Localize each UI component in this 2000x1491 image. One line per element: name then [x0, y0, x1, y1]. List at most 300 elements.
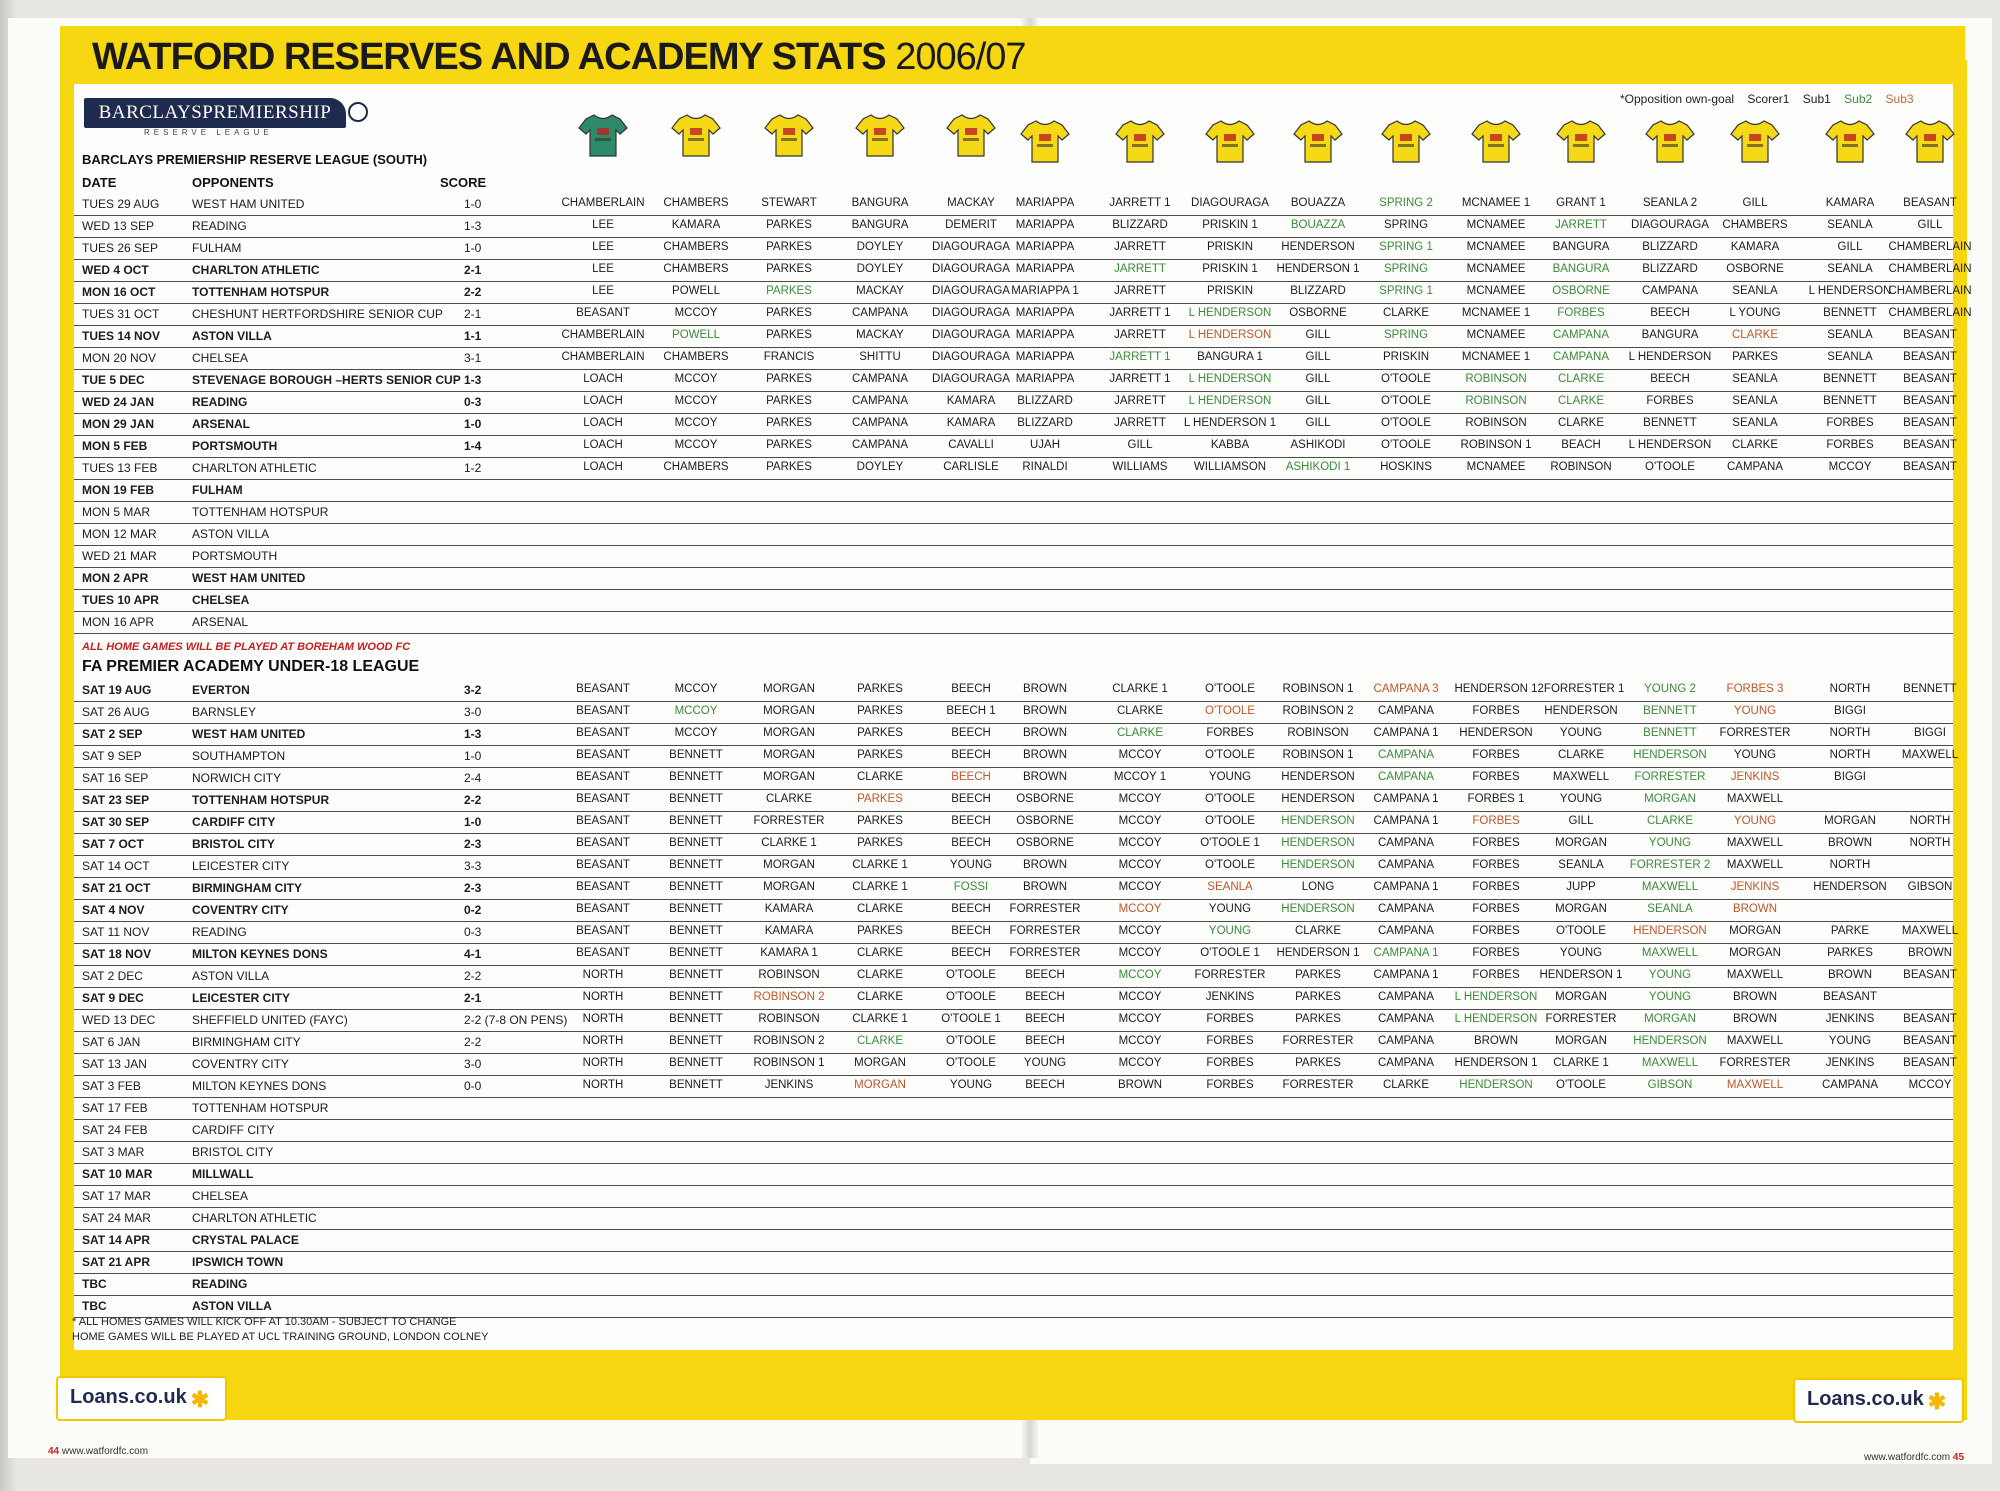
- player-name: BENNETT: [669, 749, 723, 761]
- player-name: CLARKE: [1731, 329, 1779, 341]
- player-name: CHAMBERS: [663, 197, 729, 209]
- player-name: SEANLA: [1732, 395, 1778, 407]
- player-name: CLARKE 1: [852, 859, 908, 871]
- match-opponent: BIRMINGHAM CITY: [192, 881, 302, 895]
- player-name: FORBES: [1472, 815, 1520, 827]
- match-date: SAT 10 MAR: [82, 1167, 153, 1181]
- player-name: MCCOY: [1118, 793, 1162, 805]
- player-name: CHAMBERS: [663, 241, 729, 253]
- player-name: SPRING 1: [1379, 241, 1433, 253]
- match-score: 2-2: [464, 285, 482, 299]
- table-row: [74, 812, 1953, 834]
- match-score: 0-0: [464, 1079, 482, 1093]
- player-name: BROWN: [1022, 705, 1068, 717]
- player-name: CAMPANA: [1377, 771, 1435, 783]
- footer-url-right: www.watfordfc.com: [1864, 1452, 1951, 1463]
- player-name: MCCOY: [1118, 1035, 1162, 1047]
- player-name: ROBINSON 2: [1282, 705, 1354, 717]
- player-name: BENNETT: [669, 837, 723, 849]
- player-name: ROBINSON: [1465, 395, 1527, 407]
- shirt-icon: [946, 112, 996, 158]
- player-name: MCCOY: [1118, 815, 1162, 827]
- player-name: GILL: [1568, 815, 1594, 827]
- match-opponent: BIRMINGHAM CITY: [192, 1035, 301, 1049]
- match-date: SAT 2 SEP: [82, 727, 143, 741]
- player-name: BENNETT: [669, 947, 723, 959]
- legend-scorer: Scorer1: [1747, 92, 1790, 106]
- lion-icon: [348, 102, 368, 122]
- player-name: MORGAN: [1824, 815, 1876, 827]
- match-date: MON 12 MAR: [82, 527, 157, 541]
- player-name: YOUNG: [1023, 1057, 1067, 1069]
- player-name: KAMARA: [1825, 197, 1875, 209]
- match-opponent: ASTON VILLA: [192, 969, 270, 983]
- player-name: FORBES 1: [1467, 793, 1525, 805]
- player-name: DOYLEY: [856, 461, 904, 473]
- player-name: NORTH: [582, 1057, 624, 1069]
- footer-left: [48, 1446, 148, 1457]
- player-name: KAMARA: [671, 219, 721, 231]
- player-name: CAMPANA: [1377, 1057, 1435, 1069]
- player-name: BENNETT: [669, 859, 723, 871]
- player-name: FORBES: [1206, 1013, 1254, 1025]
- player-name: O'TOOLE: [946, 969, 996, 981]
- player-name: POWELL: [672, 285, 720, 297]
- match-date: MON 5 FEB: [82, 439, 148, 453]
- match-date: SAT 9 SEP: [82, 749, 142, 763]
- player-name: BEASANT: [1903, 417, 1957, 429]
- player-name: BENNETT: [669, 969, 723, 981]
- shirt-icon: [1115, 118, 1165, 164]
- player-name: MORGAN: [854, 1057, 906, 1069]
- player-name: LEE: [592, 285, 614, 297]
- player-name: PARKES: [857, 705, 903, 717]
- legend-sub1: Sub1: [1802, 92, 1831, 106]
- player-name: FORBES: [1472, 837, 1520, 849]
- player-name: O'TOOLE: [1645, 461, 1695, 473]
- player-name: JARRETT: [1114, 241, 1166, 253]
- player-name: BEASANT: [1903, 1035, 1957, 1047]
- player-name: HENDERSON: [1281, 859, 1355, 871]
- player-name: SHITTU: [859, 351, 901, 363]
- player-name: MORGAN: [1555, 903, 1607, 915]
- player-name: CAVALLI: [948, 439, 994, 451]
- shirt-icon: [1645, 118, 1695, 164]
- player-name: MCCOY: [1118, 881, 1162, 893]
- player-name: MAXWELL: [1901, 749, 1959, 761]
- match-score: 2-1: [464, 307, 482, 321]
- player-name: MARIAPPA: [1015, 373, 1075, 385]
- player-name: PARKES: [1295, 1013, 1341, 1025]
- player-name: MCNAMEE: [1466, 241, 1526, 253]
- player-name: FORRESTER: [1194, 969, 1266, 981]
- player-name: FORBES 3: [1726, 683, 1784, 695]
- player-name: SPRING 1: [1379, 285, 1433, 297]
- title-season: 2006/07: [895, 36, 1026, 78]
- table-row: [74, 590, 1953, 612]
- player-name: YOUNG: [1648, 969, 1692, 981]
- player-name: FORBES: [1206, 1035, 1254, 1047]
- player-name: CLARKE: [1294, 925, 1342, 937]
- player-name: BLIZZARD: [1290, 285, 1346, 297]
- player-name: ROBINSON: [1287, 727, 1349, 739]
- player-name: DIAGOURAGA: [932, 263, 1010, 275]
- player-name: O'TOOLE: [946, 991, 996, 1003]
- table-row: [74, 568, 1953, 590]
- player-name: BENNETT: [1643, 417, 1697, 429]
- player-name: MORGAN: [1729, 947, 1781, 959]
- player-name: GRANT 1: [1556, 197, 1606, 209]
- match-score: 3-1: [464, 351, 482, 365]
- match-opponent: SHEFFIELD UNITED (FAYC): [192, 1013, 348, 1027]
- player-name: CAMPANA: [1821, 1079, 1879, 1091]
- player-name: POWELL: [672, 329, 720, 341]
- player-name: YOUNG: [1733, 815, 1777, 827]
- match-score: 1-3: [464, 219, 482, 233]
- player-name: FORBES: [1472, 903, 1520, 915]
- player-name: MCCOY: [1118, 969, 1162, 981]
- player-name: YOUNG: [949, 859, 993, 871]
- player-name: MACKAY: [856, 285, 904, 297]
- player-name: BEASANT: [1903, 197, 1957, 209]
- player-name: NORTH: [1829, 683, 1871, 695]
- match-date: TUES 13 FEB: [82, 461, 158, 475]
- player-name: BENNETT: [669, 991, 723, 1003]
- player-name: MORGAN: [763, 727, 815, 739]
- player-name: CAMPANA: [1377, 925, 1435, 937]
- table-row: [74, 1098, 1953, 1120]
- player-name: L HENDERSON: [1628, 351, 1712, 363]
- player-name: CHAMBERS: [663, 351, 729, 363]
- player-name: BANGURA: [1641, 329, 1699, 341]
- match-date: SAT 14 APR: [82, 1233, 151, 1247]
- player-name: FORBES: [1472, 969, 1520, 981]
- player-name: CLARKE: [856, 991, 904, 1003]
- table-row: [74, 746, 1959, 768]
- player-name: YOUNG: [1648, 837, 1692, 849]
- player-name: BANGURA: [851, 219, 909, 231]
- sponsor-logo-right: [1793, 1378, 1964, 1423]
- match-opponent: READING: [192, 1277, 248, 1291]
- match-score: 2-4: [464, 771, 482, 785]
- player-name: CHAMBERLAIN: [561, 197, 645, 209]
- player-name: O'TOOLE: [1381, 417, 1431, 429]
- player-name: LOACH: [583, 439, 623, 451]
- player-name: JARRETT: [1114, 417, 1166, 429]
- player-name: NORTH: [582, 969, 624, 981]
- table-row: [74, 546, 1953, 568]
- player-name: ROBINSON 2: [753, 1035, 825, 1047]
- match-score: 1-0: [464, 197, 482, 211]
- match-date: SAT 9 DEC: [82, 991, 144, 1005]
- player-name: MAXWELL: [1641, 947, 1699, 959]
- player-name: BANGURA 1: [1197, 351, 1263, 363]
- player-name: BANGURA: [851, 197, 909, 209]
- player-name: LOACH: [583, 395, 623, 407]
- player-name: LOACH: [583, 461, 623, 473]
- player-name: BROWN: [1022, 859, 1068, 871]
- match-opponent: ASTON VILLA: [192, 1299, 272, 1313]
- player-name: MORGAN: [1644, 1013, 1696, 1025]
- player-name: DIAGOURAGA: [1631, 219, 1709, 231]
- match-date: SAT 14 OCT: [82, 859, 150, 873]
- player-name: OSBORNE: [1016, 815, 1074, 827]
- player-name: YOUNG: [1208, 925, 1252, 937]
- player-name: LOACH: [583, 417, 623, 429]
- player-name: O'TOOLE: [1381, 439, 1431, 451]
- player-name: ROBINSON: [1465, 417, 1527, 429]
- reserve-venue-note: ALL HOME GAMES WILL BE PLAYED AT BOREHAM WOOD FC: [82, 641, 411, 653]
- player-name: CLARKE: [1382, 307, 1430, 319]
- table-row: [74, 1186, 1953, 1208]
- match-date: WED 13 SEP: [82, 219, 155, 233]
- shirt-icon: [1556, 118, 1606, 164]
- match-opponent: TOTTENHAM HOTSPUR: [192, 285, 330, 299]
- player-name: LOACH: [583, 373, 623, 385]
- player-name: BANGURA: [1552, 241, 1610, 253]
- player-name: PARKES: [766, 263, 812, 275]
- player-name: BEECH: [951, 727, 991, 739]
- table-row: [74, 1142, 1953, 1164]
- table-row: [74, 900, 1953, 922]
- player-name: GILL: [1837, 241, 1863, 253]
- player-name: BEASANT: [1903, 395, 1957, 407]
- player-name: L HENDERSON: [1628, 439, 1712, 451]
- player-name: FORRESTER: [1719, 1057, 1791, 1069]
- match-opponent: BRISTOL CITY: [192, 1145, 274, 1159]
- player-name: BEASANT: [1903, 1013, 1957, 1025]
- player-name: BENNETT: [669, 1057, 723, 1069]
- match-score: 3-2: [464, 683, 482, 697]
- player-name: HOSKINS: [1380, 461, 1432, 473]
- player-name: BEASANT: [1903, 969, 1957, 981]
- match-opponent: WEST HAM UNITED: [192, 197, 305, 211]
- player-name: MORGAN: [763, 881, 815, 893]
- player-name: MCCOY: [1118, 947, 1162, 959]
- match-opponent: READING: [192, 925, 247, 939]
- player-name: GILL: [1742, 197, 1768, 209]
- match-opponent: EVERTON: [192, 683, 250, 697]
- player-name: BEASANT: [576, 705, 630, 717]
- player-name: BANGURA: [1552, 263, 1610, 275]
- player-name: PRISKIN: [1206, 241, 1254, 253]
- player-name: PARKES: [1295, 991, 1341, 1003]
- match-opponent: TOTTENHAM HOTSPUR: [192, 1101, 329, 1115]
- shirt-icon: [1825, 118, 1875, 164]
- match-date: TUES 10 APR: [82, 593, 159, 607]
- player-name: MACKAY: [947, 197, 995, 209]
- player-name: O'TOOLE 1: [1200, 837, 1260, 849]
- player-name: MCNAMEE 1: [1461, 197, 1531, 209]
- player-name: BENNETT: [1643, 727, 1697, 739]
- match-opponent: BRISTOL CITY: [192, 837, 275, 851]
- player-name: BROWN: [1473, 1035, 1519, 1047]
- player-name: MARIAPPA: [1015, 219, 1075, 231]
- player-name: YOUNG: [1559, 793, 1603, 805]
- logo-subtitle: RESERVE LEAGUE: [144, 128, 273, 137]
- player-name: MCCOY: [1118, 903, 1162, 915]
- sponsor-name: Loans.co.uk: [1807, 1388, 1924, 1410]
- match-score: 0-3: [464, 925, 482, 939]
- player-name: PARKES: [766, 329, 812, 341]
- player-name: ROBINSON 1: [1282, 683, 1354, 695]
- player-name: CAMPANA: [1377, 1013, 1435, 1025]
- player-name: PARKES: [857, 727, 903, 739]
- player-name: KAMARA: [764, 925, 814, 937]
- match-score: 1-4: [464, 439, 482, 453]
- match-opponent: MILTON KEYNES DONS: [192, 947, 328, 961]
- player-name: HENDERSON 1: [1454, 683, 1538, 695]
- player-name: MCCOY: [1118, 859, 1162, 871]
- player-name: CAMPANA: [851, 395, 909, 407]
- player-name: O'TOOLE: [1205, 705, 1255, 717]
- match-date: MON 19 FEB: [82, 483, 155, 497]
- player-name: CLARKE: [1646, 815, 1694, 827]
- table-row: [74, 768, 1953, 790]
- player-name: CHAMBERLAIN: [561, 351, 645, 363]
- player-name: BEECH: [1650, 307, 1690, 319]
- player-name: HENDERSON: [1281, 793, 1355, 805]
- player-name: FRANCIS: [763, 351, 815, 363]
- player-name: CLARKE: [1557, 373, 1605, 385]
- player-name: PRISKIN: [1206, 285, 1254, 297]
- player-name: CLARKE: [856, 1035, 904, 1047]
- table-row: [74, 458, 1957, 480]
- player-name: FORRESTER: [1545, 1013, 1617, 1025]
- player-name: ROBINSON: [758, 1013, 820, 1025]
- venue-note: HOME GAMES WILL BE PLAYED AT UCL TRAINING GROUND, LONDON COLNEY: [72, 1331, 489, 1343]
- player-name: HENDERSON: [1281, 815, 1355, 827]
- player-name: CAMPANA: [1377, 903, 1435, 915]
- shirt-icon: [1293, 118, 1343, 164]
- player-name: L HENDERSON: [1454, 991, 1538, 1003]
- player-name: PRISKIN: [1382, 351, 1430, 363]
- match-date: SAT 6 JAN: [82, 1035, 141, 1049]
- player-name: MCNAMEE 1: [1461, 351, 1531, 363]
- player-name: O'TOOLE: [1556, 1079, 1606, 1091]
- player-name: BROWN: [1022, 881, 1068, 893]
- table-row: [74, 1274, 1953, 1296]
- shirt-icon: [764, 112, 814, 158]
- player-name: MORGAN: [763, 771, 815, 783]
- player-name: BEECH: [951, 815, 991, 827]
- player-name: BENNETT: [1903, 683, 1957, 695]
- table-row: [74, 370, 1957, 392]
- player-name: BLIZZARD: [1017, 417, 1073, 429]
- player-name: O'TOOLE: [946, 1035, 996, 1047]
- player-name: GILL: [1305, 351, 1331, 363]
- match-date: MON 5 MAR: [82, 505, 151, 519]
- player-name: BROWN: [1732, 903, 1778, 915]
- match-date: SAT 19 AUG: [82, 683, 152, 697]
- table-row: [74, 878, 1953, 900]
- match-date: SAT 21 APR: [82, 1255, 151, 1269]
- player-name: JARRETT 1: [1109, 373, 1171, 385]
- match-opponent: READING: [192, 395, 248, 409]
- player-name: DIAGOURAGA: [932, 373, 1010, 385]
- player-name: SPRING: [1383, 219, 1429, 231]
- player-name: BENNETT: [1823, 307, 1877, 319]
- player-name: BENNETT: [669, 903, 723, 915]
- player-name: FORRESTER 2: [1629, 859, 1711, 871]
- sponsor-logo-left: [56, 1376, 227, 1421]
- player-name: CHAMBERLAIN: [1888, 285, 1972, 297]
- player-name: SEANLA 2: [1642, 197, 1698, 209]
- player-name: MARIAPPA: [1015, 241, 1075, 253]
- player-name: CLARKE: [856, 771, 904, 783]
- player-name: MCCOY: [674, 705, 718, 717]
- player-name: NORTH: [582, 1013, 624, 1025]
- player-name: BEASANT: [576, 771, 630, 783]
- player-name: CLARKE: [765, 793, 813, 805]
- player-name: CAMPANA: [1377, 1035, 1435, 1047]
- player-name: LEE: [592, 263, 614, 275]
- player-name: WILLIAMSON: [1193, 461, 1267, 473]
- player-name: MORGAN: [763, 683, 815, 695]
- player-name: FORRESTER: [753, 815, 825, 827]
- player-name: OSBORNE: [1726, 263, 1784, 275]
- player-name: PARKE: [1830, 925, 1870, 937]
- player-name: DIAGOURAGA: [932, 285, 1010, 297]
- player-name: BEASANT: [576, 793, 630, 805]
- player-name: SEANLA: [1558, 859, 1604, 871]
- player-name: PARKES: [766, 461, 812, 473]
- match-opponent: PORTSMOUTH: [192, 439, 278, 453]
- match-score: 3-0: [464, 705, 482, 719]
- match-opponent: CRYSTAL PALACE: [192, 1233, 299, 1247]
- player-name: HENDERSON: [1459, 1079, 1533, 1091]
- player-name: PARKES: [857, 793, 903, 805]
- match-date: SAT 24 FEB: [82, 1123, 148, 1137]
- player-name: CLARKE: [1557, 417, 1605, 429]
- player-name: FORBES: [1206, 727, 1254, 739]
- player-name: L HENDERSON: [1188, 329, 1272, 341]
- match-date: TUES 31 OCT: [82, 307, 160, 321]
- match-score: 1-3: [464, 727, 482, 741]
- table-row: [74, 680, 1957, 702]
- player-name: CAMPANA: [1377, 705, 1435, 717]
- table-row: [74, 194, 1957, 216]
- table-row: [74, 1164, 1953, 1186]
- player-name: YOUNG: [1559, 947, 1603, 959]
- player-name: FORBES: [1826, 417, 1874, 429]
- player-name: BEASANT: [576, 859, 630, 871]
- row-divider: [74, 633, 1953, 634]
- table-row: [74, 702, 1953, 724]
- player-name: BEECH: [1650, 373, 1690, 385]
- player-name: CAMPANA 1: [1373, 947, 1439, 959]
- match-date: SAT 30 SEP: [82, 815, 150, 829]
- legend-own-goal: *Opposition own-goal: [1620, 92, 1735, 106]
- yellow-frame-bottom: [60, 1350, 1967, 1420]
- match-date: TUES 14 NOV: [82, 329, 161, 343]
- player-name: YOUNG: [1208, 771, 1252, 783]
- player-name: BEASANT: [1903, 351, 1957, 363]
- player-name: BROWN: [1117, 1079, 1163, 1091]
- player-name: ROBINSON: [758, 969, 820, 981]
- shirt-icon: [1381, 118, 1431, 164]
- match-score: 0-2: [464, 903, 482, 917]
- legend-sub3: Sub3: [1885, 92, 1914, 106]
- player-name: JENKINS: [1205, 991, 1255, 1003]
- player-name: BLIZZARD: [1642, 263, 1698, 275]
- table-row: [74, 480, 1953, 502]
- player-name: PARKES: [1295, 969, 1341, 981]
- player-name: MARIAPPA: [1015, 329, 1075, 341]
- kickoff-note: * ALL HOMES GAMES WILL KICK OFF AT 10.30AM - SUBJECT TO CHANGE: [72, 1316, 457, 1328]
- table-row: [74, 238, 1972, 260]
- player-name: HENDERSON: [1633, 749, 1707, 761]
